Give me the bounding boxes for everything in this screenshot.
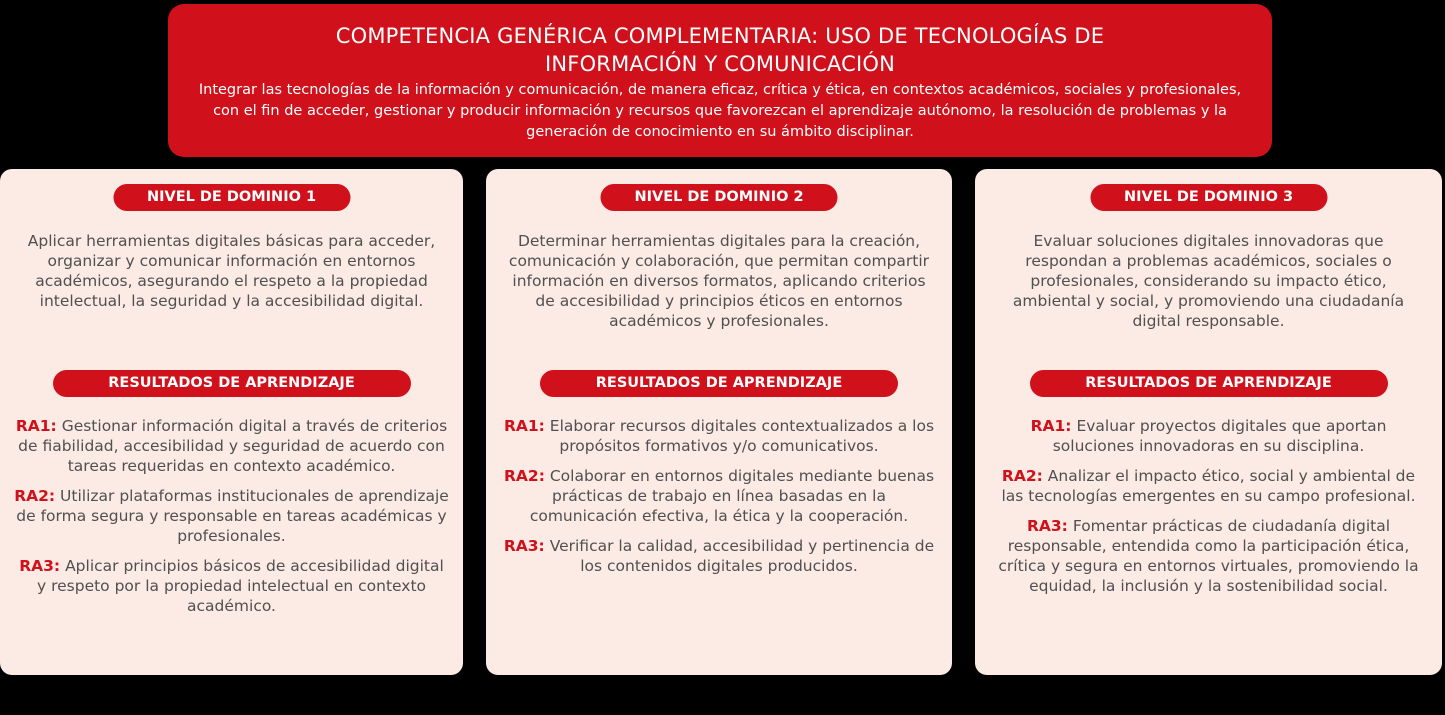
learning-results-list [989, 416, 1428, 606]
learning-result-label: RA3: [1026, 517, 1068, 535]
competency-title-line-1: COMPETENCIA GENÉRICA COMPLEMENTARIA: USO DE TECNOLOGÍAS DE [335, 24, 1105, 48]
learning-result-item [500, 536, 938, 576]
level-panel-1 [0, 169, 463, 675]
learning-result-label: RA1: [1030, 417, 1072, 435]
competency-title-line-2: INFORMACIÓN Y COMUNICACIÓN [544, 52, 896, 76]
results-title-badge: RESULTADOS DE APRENDIZAJE [1030, 370, 1388, 397]
learning-result-text: Gestionar información digital a través de criterios de fiabilidad, accesibilidad y seguridad de acuerdo con tareas requeridas en contexto académico. [18, 417, 448, 475]
learning-result-label: RA2: [1001, 467, 1043, 485]
learning-result-label: RA2: [14, 487, 56, 505]
learning-result-text: Fomentar prácticas de ciudadanía digital responsable, entendida como la participación ética, crítica y segura en entornos virtuales, promoviendo la equidad, la inclusión y la sostenibilidad social. [998, 517, 1419, 595]
learning-result-text: Aplicar principios básicos de accesibilidad digital y respeto por la propiedad intelectual en contexto académico. [36, 557, 444, 615]
learning-result-item [989, 516, 1428, 596]
learning-result-label: RA3: [19, 557, 61, 575]
learning-result-item [14, 486, 449, 546]
learning-result-item [500, 466, 938, 526]
learning-result-label: RA2: [503, 467, 545, 485]
learning-result-text: Analizar el impacto ético, social y ambiental de las tecnologías emergentes en su campo profesional. [1001, 467, 1416, 505]
competency-title [198, 22, 1242, 78]
learning-result-label: RA3: [503, 537, 545, 555]
learning-result-label: RA1: [15, 417, 57, 435]
learning-result-item [14, 556, 449, 616]
level-description: Evaluar soluciones digitales innovadoras que respondan a problemas académicos, sociales o profesionales, considerando su impacto ético, ambiental y social, y promoviendo una ciudadanía digital responsable. [1012, 232, 1405, 330]
learning-results-list [14, 416, 449, 626]
level-description: Aplicar herramientas digitales básicas para acceder, organizar y comunicar información en entornos académicos, asegurando el respeto a la propiedad intelectual, la seguridad y la accesibilidad digital. [27, 232, 436, 310]
level-description: Determinar herramientas digitales para la creación, comunicación y colaboración, que permitan compartir información en diversos formatos, aplicando criterios de accesibilidad y principios éticos en entornos académicos y profesionales. [508, 232, 930, 330]
learning-result-text: Elaborar recursos digitales contextualizados a los propósitos formativos y/o comunicativos. [549, 417, 935, 455]
learning-result-text: Evaluar proyectos digitales que aportan soluciones innovadoras en su disciplina. [1052, 417, 1387, 455]
learning-result-item [500, 416, 938, 456]
learning-result-item [989, 416, 1428, 456]
level-panel-2 [486, 169, 952, 675]
level-title-badge: NIVEL DE DOMINIO 3 [1090, 184, 1327, 211]
learning-result-item [989, 466, 1428, 506]
results-title-badge: RESULTADOS DE APRENDIZAJE [540, 370, 898, 397]
learning-result-text: Colaborar en entornos digitales mediante buenas prácticas de trabajo en línea basadas en la comunicación efectiva, la ética y la cooperación. [529, 467, 935, 525]
results-title-badge: RESULTADOS DE APRENDIZAJE [53, 370, 411, 397]
learning-result-text: Verificar la calidad, accesibilidad y pertinencia de los contenidos digitales producidos. [549, 537, 935, 575]
competency-description: Integrar las tecnologías de la información y comunicación, de manera eficaz, crítica y ética, en contextos académicos, sociales y profesionales, con el fin de acceder, gestionar y producir información y recursos que favorezcan el aprendizaje autónomo, la resolución de problemas y la generación de conocimiento en su ámbito disciplinar. [198, 82, 1242, 140]
competency-header [168, 4, 1272, 157]
level-title-badge: NIVEL DE DOMINIO 1 [113, 184, 350, 211]
level-panel-3 [975, 169, 1442, 675]
learning-results-list [500, 416, 938, 586]
level-title-badge: NIVEL DE DOMINIO 2 [601, 184, 838, 211]
learning-result-text: Utilizar plataformas institucionales de aprendizaje de forma segura y responsable en tareas académicas y profesionales. [16, 487, 449, 545]
learning-result-item [14, 416, 449, 476]
learning-result-label: RA1: [503, 417, 545, 435]
